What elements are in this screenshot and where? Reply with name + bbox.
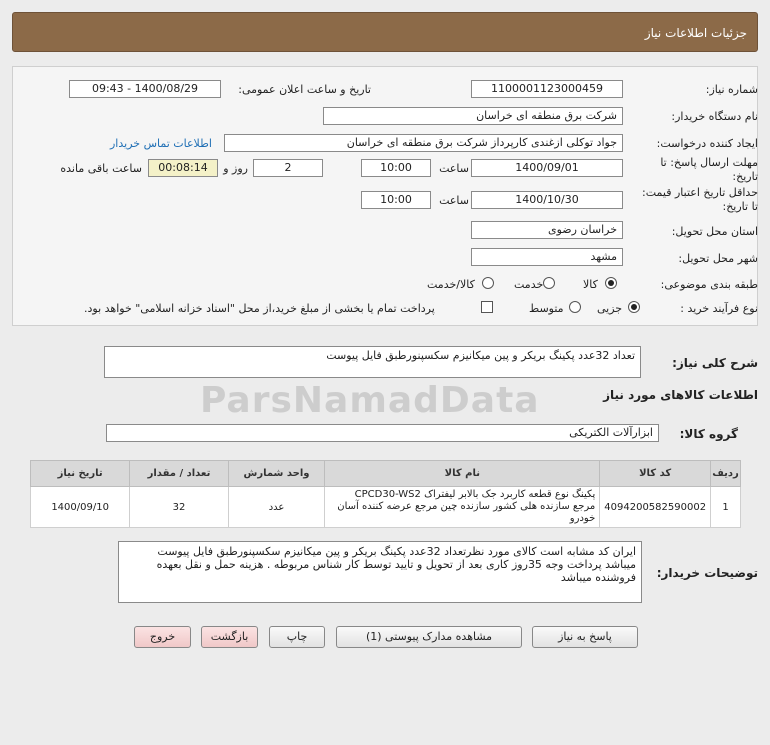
col-index-header: ردیف xyxy=(711,461,741,487)
validity-time-label: ساعت xyxy=(439,194,469,207)
province-field: خراسان رضوی xyxy=(471,221,623,239)
remaining-time-field: 00:08:14 xyxy=(148,159,218,177)
announce-label: تاریخ و ساعت اعلان عمومی: xyxy=(238,83,371,96)
watermark: ParsNamadData xyxy=(200,380,540,421)
category-label: طبقه بندی موضوعی: xyxy=(660,278,758,291)
page-title: جزئیات اطلاعات نیاز xyxy=(644,26,747,40)
validity-time-field: 10:00 xyxy=(361,191,431,209)
buyer-notes-field: ایران کد مشابه است کالای مورد نظرتعداد 32عدد پکینگ بریکر و پین میکانیزم سکسپنورطبق فایل پیوست میباشد پرداخت وجه 35روز کاری بعد از تحویل و تایید توسط کار شناس مربوطه . هزینه حمل و نقل بعهده فروشنده میباشد xyxy=(118,541,642,603)
creator-field: جواد توکلی ازغندی کارپرداز شرکت برق منطقه ای خراسان xyxy=(224,134,623,152)
row-name: پکینگ نوع قطعه کاربرد جک بالابر لیفتراک CPCD30-WS2 مرجع سازنده هلی کشور سازنده چین مرجع عرضه کننده آسان خودرو xyxy=(325,487,600,528)
days-field: 2 xyxy=(253,159,323,177)
city-field: مشهد xyxy=(471,248,623,266)
deadline-label: مهلت ارسال پاسخ: تا تاریخ: xyxy=(660,156,758,183)
process-minor-label: جزیی xyxy=(597,302,623,315)
process-medium-radio[interactable] xyxy=(569,301,581,313)
buyer-notes-label: توضیحات خریدار: xyxy=(656,566,758,580)
treasury-payment-checkbox[interactable] xyxy=(481,301,493,313)
process-minor-radio[interactable] xyxy=(628,301,640,313)
province-label: استان محل تحویل: xyxy=(671,225,758,238)
row-unit: عدد xyxy=(228,487,325,528)
buyer-org-field: شرکت برق منطقه ای خراسان xyxy=(323,107,623,125)
category-goods-label: کالا xyxy=(583,278,598,291)
col-code-header: کد کالا xyxy=(600,461,711,487)
goods-group-label: گروه کالا: xyxy=(679,427,738,441)
validity-label: حداقل تاریخ اعتبار قیمت: تا تاریخ: xyxy=(642,186,758,213)
process-label: نوع فرآیند خرید : xyxy=(680,302,758,315)
col-qty-header: تعداد / مقدار xyxy=(130,461,228,487)
days-label: روز و xyxy=(223,162,248,175)
reply-button[interactable]: پاسخ به نیاز xyxy=(532,626,638,648)
items-table xyxy=(30,460,741,528)
deadline-date-field: 1400/09/01 xyxy=(471,159,623,177)
description-label: شرح کلی نیاز: xyxy=(672,356,758,370)
goods-group-field: ابزارآلات الکتریکی xyxy=(106,424,659,442)
items-table-header xyxy=(31,461,741,487)
creator-label: ایجاد کننده درخواست: xyxy=(656,137,758,150)
need-number-label: شماره نیاز: xyxy=(705,83,758,96)
col-date-header: تاریخ نیاز xyxy=(31,461,130,487)
need-number-field: 1100001123000459 xyxy=(471,80,623,98)
print-button[interactable]: چاپ xyxy=(269,626,325,648)
treasury-payment-note: پرداخت تمام یا بخشی از مبلغ خرید،از محل "اسناد خزانه اسلامی" خواهد بود. xyxy=(84,302,435,315)
category-service-radio[interactable] xyxy=(543,277,555,289)
description-field: تعداد 32عدد پکینگ بریکر و پین میکانیزم سکسپنورطبق فایل پیوست xyxy=(104,346,641,378)
back-button[interactable]: بازگشت xyxy=(201,626,258,648)
process-medium-label: متوسط xyxy=(529,302,564,315)
col-name-header: نام کالا xyxy=(325,461,600,487)
page-header xyxy=(12,12,758,52)
row-index: 1 xyxy=(711,487,741,528)
row-code: 4094200582590002 xyxy=(600,487,711,528)
deadline-time-label: ساعت xyxy=(439,162,469,175)
deadline-time-field: 10:00 xyxy=(361,159,431,177)
city-label: شهر محل تحویل: xyxy=(678,252,758,265)
category-goods-radio[interactable] xyxy=(605,277,617,289)
category-service-label: خدمت xyxy=(514,278,544,291)
buyer-org-label: نام دستگاه خریدار: xyxy=(671,110,758,123)
view-attachments-button[interactable]: مشاهده مدارک پیوستی (1) xyxy=(336,626,522,648)
buyer-contact-link[interactable]: اطلاعات تماس خریدار xyxy=(110,137,212,150)
remaining-time-label: ساعت باقی مانده xyxy=(60,162,142,175)
col-unit-header: واحد شمارش xyxy=(228,461,325,487)
category-goods-service-radio[interactable] xyxy=(482,277,494,289)
announce-field: 1400/08/29 - 09:43 xyxy=(69,80,221,98)
row-date: 1400/09/10 xyxy=(31,487,130,528)
goods-section-title: اطلاعات کالاهای مورد نیاز xyxy=(603,388,758,402)
table-row xyxy=(31,487,741,528)
category-goods-service-label: کالا/خدمت xyxy=(427,278,475,291)
exit-button[interactable]: خروج xyxy=(134,626,191,648)
validity-date-field: 1400/10/30 xyxy=(471,191,623,209)
row-qty: 32 xyxy=(130,487,228,528)
